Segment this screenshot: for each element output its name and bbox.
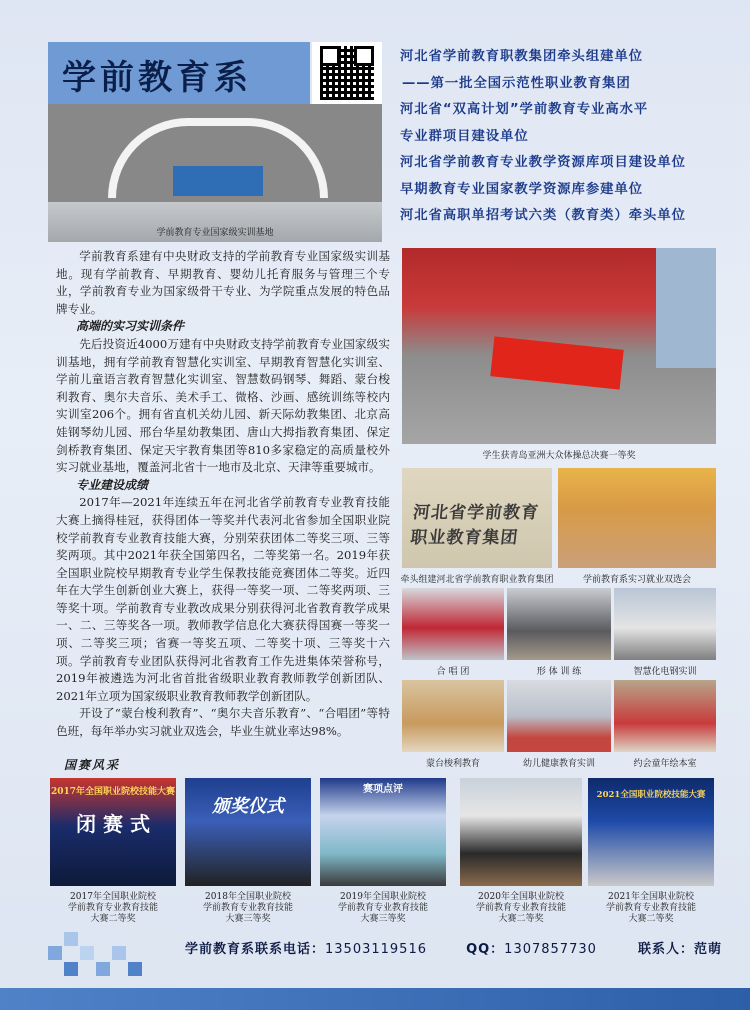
honor-line: 河北省“双高计划”学前教育专业高水平 [400,102,649,117]
honor-line: 河北省学前教育专业教学资源库项目建设单位 [400,155,686,170]
award-stage-text: 闭 赛 式 [76,812,150,836]
section-heading-achievements: 专业建设成绩 [76,477,149,492]
montessori-caption: 蒙台梭利教育 [425,759,480,769]
job-fair-photo [558,468,716,568]
choir-photo [402,588,504,660]
honors-list [400,44,730,230]
competition-label: 国赛风采 [64,758,121,772]
award-caption-2021: 2021年全国职业院校 学前教育专业教育技能 大赛二等奖 [605,892,696,924]
award-photo-2018 [185,778,311,886]
qq-label: QQ： [466,942,505,957]
hall-caption: 学前教育专业国家级实训基地 [156,228,274,238]
award-caption-2017: 2017年全国职业院校 学前教育专业教育技能 大赛二等奖 [67,892,158,924]
phone-label: 学前教育系联系电话： [185,942,326,957]
phone-number: 13503119516 [325,942,427,957]
award-caption-2018: 2018年全国职业院校 学前教育专业教育技能 大赛三等奖 [202,892,293,924]
award-caption-2020: 2020年全国职业院校 学前教育专业教育技能 大赛二等奖 [475,892,566,924]
health-edu-photo [507,680,611,752]
montessori-photo [402,680,504,752]
piano-lab-photo [614,588,716,660]
award-banner: 颁奖仪式 [212,796,284,817]
piano-caption: 智慧化电钢实训 [633,667,697,677]
picture-book-caption: 约会童年绘本室 [633,759,697,769]
body-text [56,248,390,741]
honor-line: 专业群项目建设单位 [400,128,529,144]
page-title: 学前教育系 [62,58,252,98]
classes-paragraph: 开设了“蒙台梭利教育”、“奥尔夫音乐教育”、“合唱团”等特色班，每年举办实习就业双选会，毕业生就业率达98%。 [56,706,390,739]
title-banner [48,42,310,104]
qq-number: 1307857730 [504,942,597,957]
award-photo-2019 [320,778,446,886]
award-banner: 2021全国职业院校技能大赛 [596,790,706,800]
section-heading-facilities: 高端的实习实训条件 [76,319,185,334]
decorative-tiles [48,918,178,988]
award-banner: 赛项点评 [363,784,403,795]
picture-book-photo [614,680,716,752]
association-sign-text: 河北省学前教育职业教育集团 [409,503,541,548]
intro-paragraph: 学前教育系建有中央财政支持的学前教育专业国家级实训基地。现有学前教育、早期教育、婴幼儿托育服务与管理三个专业，学前教育专业为国家级骨干专业、为学院重点发展的特色品牌专业。 [56,249,390,316]
job-fair-caption: 学前教育系实习就业双选会 [582,575,691,585]
contact-footer [185,938,722,957]
honor-line: ——第一批全国示范性职业教育集团 [402,75,631,91]
qr-code [312,42,382,104]
training-hall-photo [48,104,382,242]
health-caption: 幼儿健康教育实训 [522,759,595,769]
honor-line: 早期教育专业国家教学资源库参建单位 [400,181,644,197]
achievements-paragraph: 2017年—2021年连续五年在河北省学前教育专业教育技能大赛上摘得桂冠，获得团体一等奖并代表河北省参加全国职业院校学前教育专业教育技能大赛，分别荣获团体二等奖三项、三等奖两项。其中2021年获全国第四名，二等奖第一名。2019年获全国职业院校早期教育专业学生保教技能竞赛团体二等奖。近四年在大学生创新创业大赛上，获得一等奖一项、二等奖两项、三等奖十项。学前教育专业教改成果分别获得河北省教育教学成果一、二、三等奖各一项。教师教学信息化大赛获得国赛一等奖一项、二等奖三项；省赛一等奖五项、二等奖十项、三等奖十六项。学前教育专业团队获得河北省教育工作先进集体荣誉称号，2019年被遴选为河北省首批省级职业教育教师教学创新团队、2021年立项为国家级职业教育教师教学创新团队。 [56,495,390,703]
choir-caption: 合 唱 团 [436,667,470,677]
award-photo-2020 [460,778,582,886]
cheer-caption: 学生获青岛亚洲大众体操总决赛一等奖 [482,451,636,461]
dance-caption: 形 体 训 练 [536,667,582,677]
assoc-caption: 牵头组建河北省学前教育职业教育集团 [400,575,554,585]
dance-photo [507,588,611,660]
facilities-paragraph: 先后投资近4000万建有中央财政支持学前教育专业国家级实训基地，拥有学前教育智慧化实训室、早期教育智慧化实训室、学前儿童语言教育智慧化实训室、智慧数码钢琴、舞蹈、蒙台梭利教育、奥尔夫音乐、美术手工、微格、沙画、感统训练等校内实训室206个。拥有省直机关幼儿园、新天际幼教集团、北京高娃钢琴幼儿园、邢台华星幼教集团、唐山大拇指教育集团、保定剑桥教育集团、保定天宇教育集团等810多家稳定的高质量校外实习就业基地，覆盖河北省十一地市及北京、天津等重要城市。 [56,336,390,475]
award-photo-2017 [50,778,176,886]
award-photo-2021 [588,778,714,886]
cheerleading-photo [402,248,716,444]
association-sign-photo [402,468,552,568]
honor-line: 河北省高职单招考试六类（教育类）牵头单位 [400,208,686,223]
honor-line: 河北省学前教育职教集团牵头组建单位 [400,49,644,64]
contact-label: 联系人： [637,942,694,957]
contact-name: 范萌 [693,942,722,957]
award-banner: 2017年全国职业院校技能大赛 [50,787,176,797]
bottom-stripe [0,988,750,1010]
award-caption-2019: 2019年全国职业院校 学前教育专业教育技能 大赛三等奖 [337,892,428,924]
